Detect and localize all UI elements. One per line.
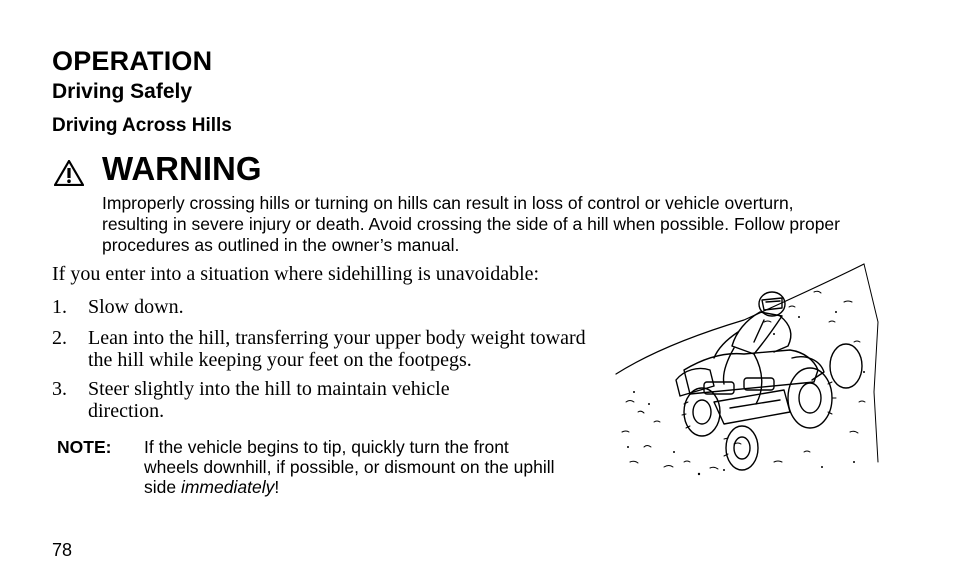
step-text: Steer slightly into the hill to maintain vehicle direction. [88, 378, 450, 422]
intro-paragraph: If you enter into a situation where sidehilling is unavoidable: [52, 263, 540, 285]
warning-text: Improperly crossing hills or turning on hills can result in loss of control or vehicle overturn, resulting in severe injury or death. Avoid crossing the side of a hill when possible. Follow proper procedures as outlined in the owner’s manual. [102, 193, 840, 255]
section-title: OPERATION [52, 46, 213, 76]
atv-sidehilling-illustration [614, 262, 882, 484]
note-text [144, 437, 564, 497]
topic-title: Driving Across Hills [52, 115, 232, 136]
page-number: 78 [52, 540, 73, 560]
step-number: 1. [52, 296, 67, 318]
note-text-end: ! [274, 477, 280, 497]
step-number: 3. [52, 378, 67, 400]
warning-triangle-icon [54, 160, 84, 186]
subsection-title: Driving Safely [52, 80, 193, 103]
note-emphasis: immediately [180, 477, 275, 497]
note-text-body: If the vehicle begins to tip, quickly turn the front wheels downhill, if possible, or dismount on the uphill side [144, 437, 555, 497]
warning-heading: WARNING [102, 150, 262, 187]
step-number: 2. [52, 327, 67, 349]
step-text: Slow down. [88, 296, 184, 318]
note-label: NOTE: [57, 437, 112, 457]
step-text: Lean into the hill, transferring your upper body weight toward the hill while keeping your feet on the footpegs. [88, 327, 586, 371]
